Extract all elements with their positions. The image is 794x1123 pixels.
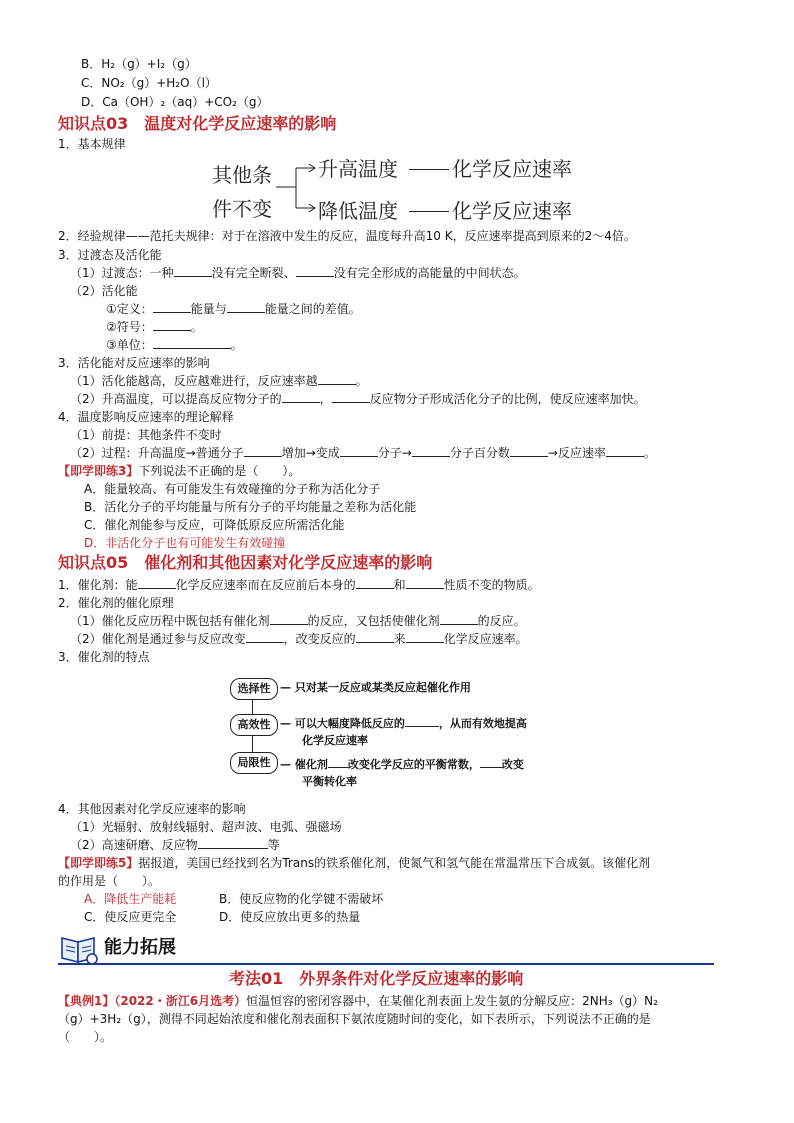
option-d: D．Ca（OH）₂（aq）+CO₂（g） (81, 95, 269, 109)
k05-heading-3: 3．催化剂的特点 (58, 650, 150, 664)
diagram-left-line1: 其他条 (212, 163, 272, 187)
other-factors-1: （1）光辐射、放射线辐射、超声波、电弧、强磁场 (70, 820, 342, 834)
option-b: B．H₂（g）+I₂（g） (81, 57, 197, 71)
feature-limitation: 局限性 (230, 752, 278, 774)
activation-energy-effect-2: （2）升高温度，可以提高反应物分子的 ， 反应物分子形成活化分子的比例，使反应速率加快。 (70, 392, 646, 406)
example-1-line-1: 【典例1】（2022・浙江6月选考）恒温恒容的密闭容器中，在某催化剂表面上发生氨的分解反应：2NH₃（g）N₂ (58, 994, 658, 1008)
activation-energy-definition: ①定义： 能量与 能量之间的差值。 (106, 302, 361, 316)
transition-state-line: （1）过渡态：一种 没有完全断裂、 没有完全形成的高能量的中间状态。 (70, 266, 526, 280)
feature-selectivity: 选择性 (230, 678, 278, 700)
diagram-rate-1: 化学反应速率 (452, 157, 572, 181)
dash-line-1 (409, 169, 449, 170)
exercise-5-option-a: A．降低生产能耗 (84, 892, 177, 906)
example-1-line-3: （ ）。 (58, 1030, 113, 1044)
exercise-5-question: 【即学即练5】据报道，美国已经找到名为Trans的铁系催化剂，使氮气和氢气能在常温常压下合成氨。该催化剂 (58, 856, 651, 870)
example-1-line-2: （g）+3H₂（g），测得不同起始浓度和催化剂表面积下氨浓度随时间的变化，如下表所示，下列说法不正确的是 (58, 1012, 651, 1026)
k05-heading-4: 4．其他因素对化学反应速率的影响 (58, 802, 246, 816)
feature-efficiency-desc-2: 化学反应速率 (302, 734, 368, 747)
activation-energy-unit: ③单位： 。 (106, 338, 243, 352)
activation-energy-effect-1: （1）活化能越高，反应越难进行，反应速率越 。 (70, 374, 368, 388)
theory-premise: （1）前提：其他条件不变时 (70, 428, 222, 442)
feature-limitation-desc: — 催化剂 改变化学反应的平衡常数， 改变 (280, 758, 524, 771)
other-factors-2: （2）高速研磨、反应物 等 (70, 838, 280, 852)
dash-line-2 (409, 211, 449, 212)
option-c: C．NO₂（g）+H₂O（l） (81, 76, 217, 90)
ability-rule (58, 963, 714, 965)
book-icon (58, 930, 100, 966)
exercise-5-option-c: C．使反应更完全 (84, 910, 177, 924)
feature-efficiency-desc: — 可以大幅度降低反应的 ，从而有效地提高 (280, 717, 527, 730)
exercise-3-question: 【即学即练3】下列说法不正确的是（ ）。 (58, 464, 301, 478)
diagram-left-line2: 件不变 (212, 197, 272, 221)
exercise-3-option-b: B．活化分子的平均能量与所有分子的平均能量之差称为活化能 (84, 500, 417, 514)
feature-limitation-desc-2: 平衡转化率 (302, 775, 357, 788)
section-title-k05: 知识点05 催化剂和其他因素对化学反应速率的影响 (58, 553, 433, 572)
exercise-3-option-a: A．能量较高、有可能发生有效碰撞的分子称为活化分子 (84, 482, 381, 496)
exercise-5-option-d: D．使反应放出更多的热量 (219, 910, 361, 924)
catalysis-principle-2: （2）催化剂是通过参与反应改变 ，改变反应的 来 化学反应速率。 (70, 632, 528, 646)
catalyst-definition: 1．催化剂：能 化学反应速率而在反应前后本身的 和 性质不变的物质。 (58, 578, 540, 592)
example-1-tag: 【典例1】 (58, 994, 115, 1008)
diagram-raise-temp: 升高温度 (318, 157, 398, 181)
method-title: 考法01 外界条件对化学反应速率的影响 (229, 969, 524, 988)
k03-heading-4: 3．活化能对反应速率的影响 (58, 356, 210, 370)
k03-heading-1: 1．基本规律 (58, 137, 126, 151)
section-title-k03: 知识点03 温度对化学反应速率的影响 (58, 114, 337, 133)
theory-process: （2）过程：升高温度→普通分子 增加→变成 分子→ 分子百分数 →反应速率 。 (70, 446, 656, 460)
feature-efficiency: 高效性 (230, 714, 278, 736)
ability-title: 能力拓展 (104, 937, 176, 958)
catalysis-principle-1: （1）催化反应历程中既包括有催化剂 的反应，又包括使催化剂 的反应。 (70, 614, 526, 628)
feature-selectivity-desc: — 只对某一反应或某类反应起催化作用 (280, 681, 471, 694)
activation-energy-heading: （2）活化能 (70, 284, 138, 298)
exercise-5-tag: 【即学即练5】 (58, 856, 139, 870)
exercise-5-option-b: B．使反应物的化学键不需破坏 (219, 892, 384, 906)
activation-energy-symbol: ②符号： 。 (106, 320, 203, 334)
diagram-rate-2: 化学反应速率 (452, 199, 572, 223)
k05-heading-2: 2．催化剂的催化原理 (58, 596, 174, 610)
exercise-3-option-d: D．非活化分子也有可能发生有效碰撞 (84, 536, 286, 550)
exercise-3-option-c: C．催化剂能参与反应，可降低原反应所需活化能 (84, 518, 345, 532)
k03-heading-3: 3．过渡态及活化能 (58, 248, 162, 262)
diagram-lower-temp: 降低温度 (318, 199, 398, 223)
k03-vant-hoff-rule: 2．经验规律——范托夫规律：对于在溶液中发生的反应，温度每升高10 K，反应速率提高到原来的2～4倍。 (58, 229, 636, 243)
exercise-3-tag: 【即学即练3】 (58, 464, 139, 478)
k03-heading-5: 4．温度影响反应速率的理论解释 (58, 410, 234, 424)
exercise-5-question-cont: 的作用是（ ）。 (58, 874, 161, 888)
example-1-source: （2022・浙江6月选考） (114, 994, 247, 1008)
